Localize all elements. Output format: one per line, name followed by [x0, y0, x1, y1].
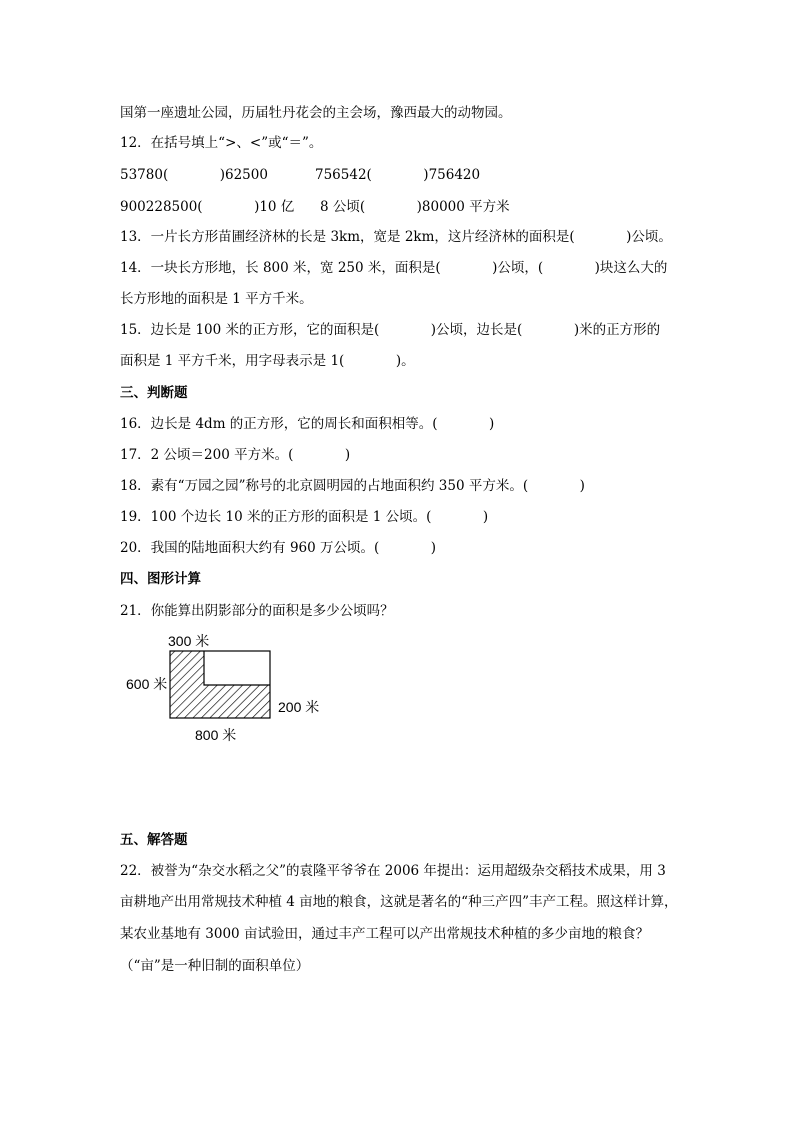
- question-21: 21．你能算出阴影部分的面积是多少公顷吗？: [120, 603, 394, 619]
- compare-2: 756542( )756420: [315, 167, 481, 183]
- compare-4: 8 公顷( )80000 平方米: [320, 199, 510, 215]
- question-13: 13．一片长方形苗圃经济林的长是 3km，宽是 2km，这片经济林的面积是( )公顷。: [120, 229, 672, 245]
- label-200: 200 米: [278, 699, 320, 715]
- shaded-area-figure: [160, 640, 280, 728]
- question-17: 17．2 公顷＝200 平方米。( ): [120, 447, 351, 463]
- question-14: 14．一块长方形地，长 800 米，宽 250 米，面积是( )公顷，( )块这么大的: [120, 260, 668, 276]
- question-16: 16．边长是 4dm 的正方形，它的周长和面积相等。( ): [120, 416, 495, 432]
- compare-1: 53780( )62500: [120, 167, 268, 183]
- section-heading-4: 四、图形计算: [120, 571, 201, 587]
- label-300: 300 米: [168, 633, 210, 649]
- question-19: 19．100 个边长 10 米的正方形的面积是 1 公顷。( ): [120, 509, 489, 525]
- question-15-cont: 面积是 1 平方千米，用字母表示是 1( )。: [120, 353, 415, 369]
- section-heading-3: 三、判断题: [120, 385, 188, 401]
- question-14-cont: 长方形地的面积是 1 平方千米。: [120, 291, 313, 307]
- compare-3: 900228500( )10 亿: [120, 199, 295, 215]
- inner-boundary: [204, 651, 270, 685]
- question-22-line3: 某农业基地有 3000 亩试验田，通过丰产工程可以产出常规技术种植的多少亩地的粮食？: [120, 926, 649, 942]
- label-800: 800 米: [195, 727, 237, 743]
- text-line: 国第一座遗址公园，历届牡丹花会的主会场，豫西最大的动物园。: [120, 105, 512, 121]
- question-22-line2: 亩耕地产出用常规技术种植 4 亩地的粮食，这就是著名的“种三产四”丰产工程。照这样计算，: [120, 894, 678, 910]
- question-15: 15．边长是 100 米的正方形，它的面积是( )公顷，边长是( )米的正方形的: [120, 322, 661, 338]
- question-12: 12．在括号填上“>、<”或“＝”。: [120, 135, 323, 151]
- question-22: 22．被誉为“杂交水稻之父”的袁隆平爷爷在 2006 年提出：运用超级杂交稻技术成果，用 3: [120, 863, 666, 879]
- question-20: 20．我国的陆地面积大约有 960 万公顷。( ): [120, 540, 437, 556]
- question-18: 18．素有“万园之园”称号的北京圆明园的占地面积约 350 平方米。( ): [120, 478, 585, 494]
- section-heading-5: 五、解答题: [120, 832, 188, 848]
- question-22-note: （“亩”是一种旧制的面积单位）: [120, 958, 310, 974]
- label-600: 600 米: [126, 676, 168, 692]
